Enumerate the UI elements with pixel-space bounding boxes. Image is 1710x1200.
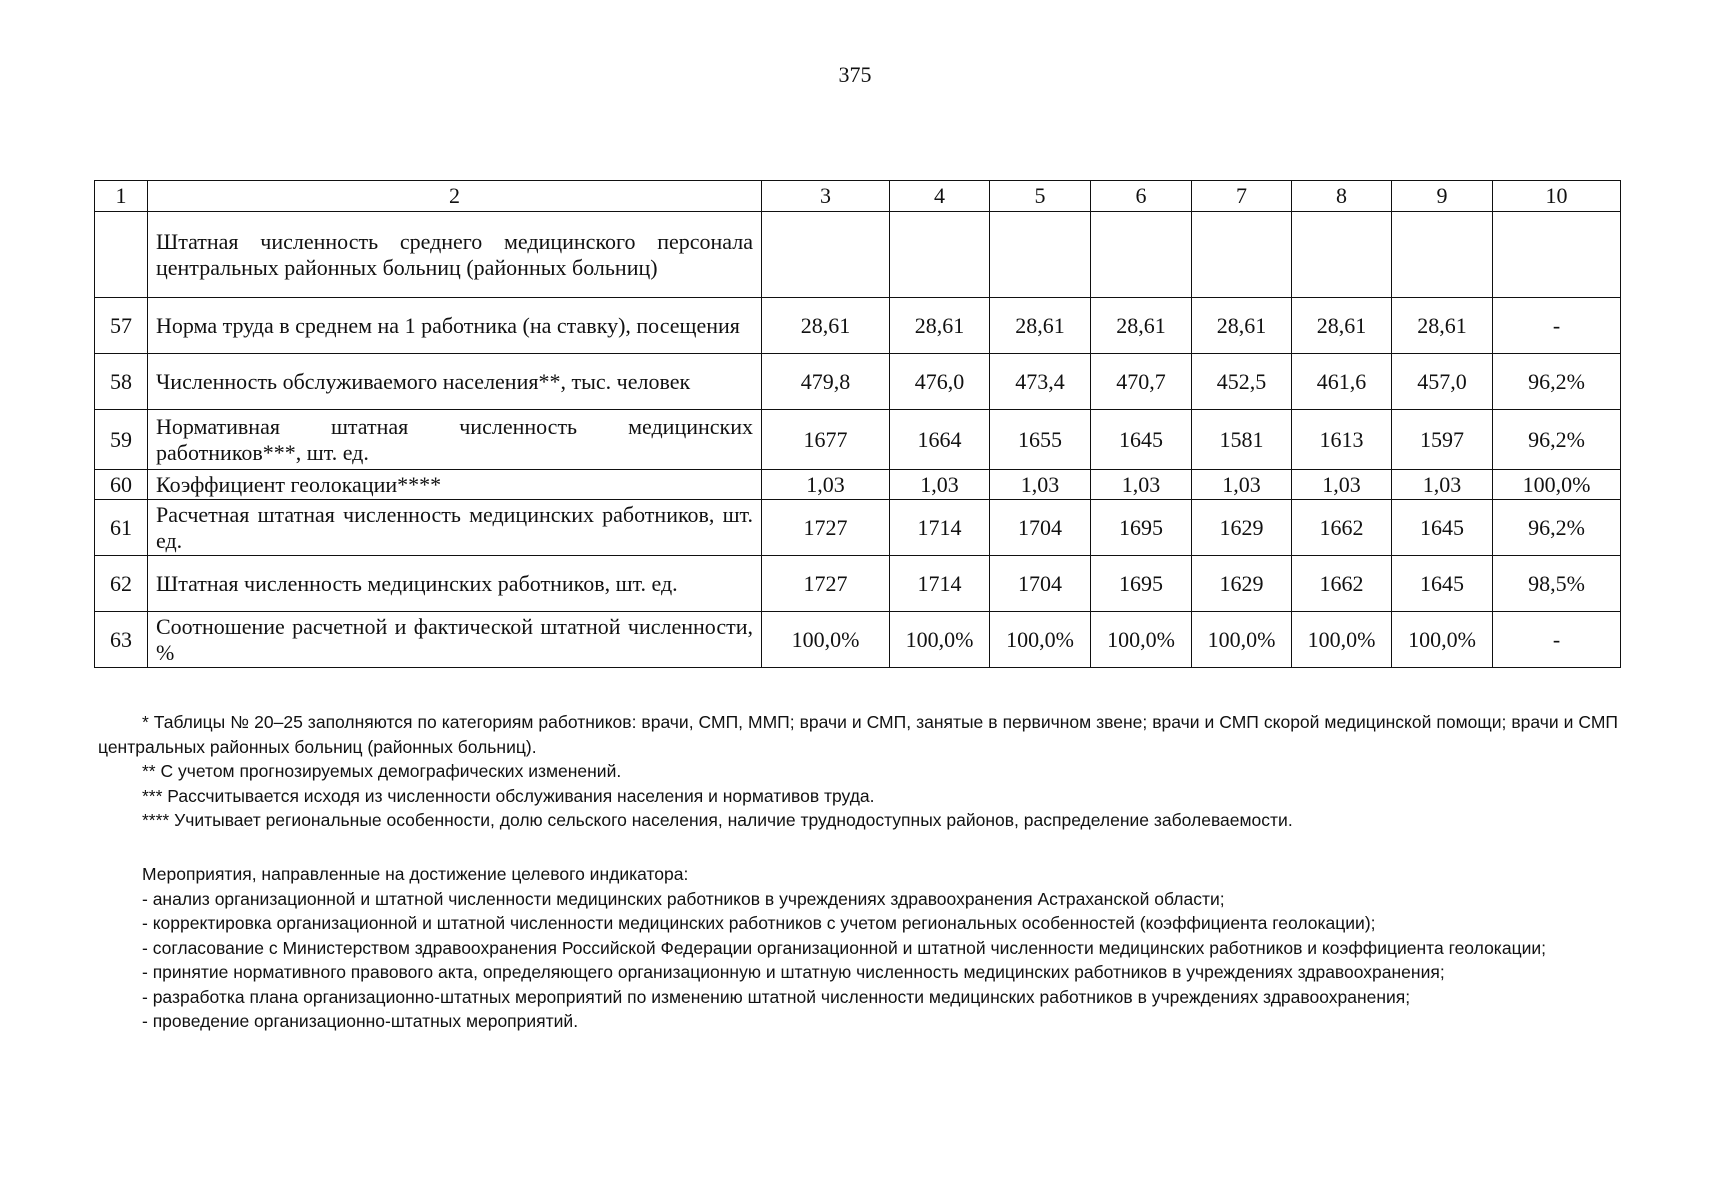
row-description: Расчетная штатная численность медицинских работников, шт. ед. bbox=[148, 500, 762, 556]
row-description: Штатная численность медицинских работников, шт. ед. bbox=[148, 556, 762, 612]
value-cell: 1714 bbox=[890, 556, 990, 612]
row-number: 62 bbox=[95, 556, 148, 612]
value-cell: 1714 bbox=[890, 500, 990, 556]
row-description: Коэффициент геолокации**** bbox=[148, 470, 762, 500]
value-cell: 28,61 bbox=[1192, 298, 1292, 354]
value-cell: 1,03 bbox=[990, 470, 1091, 500]
value-cell: 1704 bbox=[990, 556, 1091, 612]
value-cell bbox=[890, 212, 990, 298]
value-cell: 28,61 bbox=[890, 298, 990, 354]
value-cell: 28,61 bbox=[762, 298, 890, 354]
column-header: 9 bbox=[1392, 181, 1493, 212]
value-cell: 457,0 bbox=[1392, 354, 1493, 410]
measure-item: - анализ организационной и штатной численности медицинских работников в учреждениях здравоохранения Астраханской области; bbox=[142, 888, 1225, 909]
data-table bbox=[94, 180, 1621, 668]
value-cell: 470,7 bbox=[1091, 354, 1192, 410]
row-number: 61 bbox=[95, 500, 148, 556]
column-header: 6 bbox=[1091, 181, 1192, 212]
measures-section bbox=[98, 862, 1618, 1034]
table-row bbox=[95, 354, 1621, 410]
value-cell: 100,0% bbox=[1292, 612, 1392, 668]
value-cell: 1645 bbox=[1392, 500, 1493, 556]
value-cell: 473,4 bbox=[990, 354, 1091, 410]
value-cell: 1629 bbox=[1192, 500, 1292, 556]
value-cell: 1,03 bbox=[1091, 470, 1192, 500]
measures-title: Мероприятия, направленные на достижение целевого индикатора: bbox=[142, 864, 689, 884]
value-cell: 96,2% bbox=[1493, 410, 1621, 470]
value-cell: 1,03 bbox=[1292, 470, 1392, 500]
row-number bbox=[95, 212, 148, 298]
table-row bbox=[95, 556, 1621, 612]
measure-item: - разработка плана организационно-штатных мероприятий по изменению штатной численности медицинских работников в учреждениях здравоохранения; bbox=[142, 986, 1411, 1007]
table-row bbox=[95, 470, 1621, 500]
value-cell: 1629 bbox=[1192, 556, 1292, 612]
value-cell: 479,8 bbox=[762, 354, 890, 410]
value-cell: 1655 bbox=[990, 410, 1091, 470]
footnote: * Таблицы № 20–25 заполняются по категориям работников: врачи, СМП, ММП; врачи и СМП, занятые в первичном звене; врачи и СМП скорой медицинской помощи; врачи и СМП центральных районных больниц (районных больниц). bbox=[98, 712, 1618, 757]
row-number: 57 bbox=[95, 298, 148, 354]
row-number: 58 bbox=[95, 354, 148, 410]
value-cell: 1662 bbox=[1292, 556, 1392, 612]
value-cell: 28,61 bbox=[1091, 298, 1192, 354]
value-cell: 1613 bbox=[1292, 410, 1392, 470]
row-description: Соотношение расчетной и фактической штатной численности, % bbox=[148, 612, 762, 668]
footnotes bbox=[98, 710, 1618, 833]
value-cell: 28,61 bbox=[1392, 298, 1493, 354]
value-cell: 100,0% bbox=[762, 612, 890, 668]
column-header: 1 bbox=[95, 181, 148, 212]
value-cell: 100,0% bbox=[1493, 470, 1621, 500]
value-cell: 1695 bbox=[1091, 556, 1192, 612]
column-header: 10 bbox=[1493, 181, 1621, 212]
footnote: ** С учетом прогнозируемых демографических изменений. bbox=[142, 761, 622, 781]
value-cell: 98,5% bbox=[1493, 556, 1621, 612]
value-cell bbox=[1392, 212, 1493, 298]
value-cell bbox=[1091, 212, 1192, 298]
footnote: **** Учитывает региональные особенности, долю сельского населения, наличие труднодоступных районов, распределение заболеваемости. bbox=[142, 810, 1293, 830]
value-cell: 1645 bbox=[1392, 556, 1493, 612]
value-cell: 28,61 bbox=[990, 298, 1091, 354]
row-number: 63 bbox=[95, 612, 148, 668]
column-header: 3 bbox=[762, 181, 890, 212]
value-cell: 96,2% bbox=[1493, 354, 1621, 410]
value-cell: 1695 bbox=[1091, 500, 1192, 556]
column-header: 2 bbox=[148, 181, 762, 212]
value-cell: 461,6 bbox=[1292, 354, 1392, 410]
value-cell: 476,0 bbox=[890, 354, 990, 410]
footnote: *** Рассчитывается исходя из численности обслуживания населения и нормативов труда. bbox=[142, 785, 875, 806]
measure-item: - корректировка организационной и штатной численности медицинских работников с учетом региональных особенностей (коэффициента геолокации); bbox=[142, 913, 1376, 933]
value-cell: 1664 bbox=[890, 410, 990, 470]
value-cell: 100,0% bbox=[890, 612, 990, 668]
value-cell: 1,03 bbox=[762, 470, 890, 500]
value-cell: 100,0% bbox=[1192, 612, 1292, 668]
value-cell: 100,0% bbox=[990, 612, 1091, 668]
value-cell: 100,0% bbox=[1091, 612, 1192, 668]
value-cell: 96,2% bbox=[1493, 500, 1621, 556]
value-cell: 1645 bbox=[1091, 410, 1192, 470]
value-cell bbox=[762, 212, 890, 298]
row-description: Норма труда в среднем на 1 работника (на ставку), посещения bbox=[148, 298, 762, 354]
value-cell: 1704 bbox=[990, 500, 1091, 556]
column-header: 7 bbox=[1192, 181, 1292, 212]
value-cell: 100,0% bbox=[1392, 612, 1493, 668]
row-number: 59 bbox=[95, 410, 148, 470]
value-cell: 1677 bbox=[762, 410, 890, 470]
column-header: 4 bbox=[890, 181, 990, 212]
value-cell bbox=[1292, 212, 1392, 298]
value-cell: - bbox=[1493, 612, 1621, 668]
value-cell: 1662 bbox=[1292, 500, 1392, 556]
page-number: 375 bbox=[838, 62, 872, 87]
row-description: Нормативная штатная численность медицинских работников***, шт. ед. bbox=[148, 410, 762, 470]
value-cell: 1,03 bbox=[1192, 470, 1292, 500]
table-row bbox=[95, 612, 1621, 668]
table-row bbox=[95, 500, 1621, 556]
value-cell: 28,61 bbox=[1292, 298, 1392, 354]
value-cell: 452,5 bbox=[1192, 354, 1292, 410]
value-cell: 1727 bbox=[762, 556, 890, 612]
row-number: 60 bbox=[95, 470, 148, 500]
table-row bbox=[95, 410, 1621, 470]
row-description: Штатная численность среднего медицинского персонала центральных районных больниц (районных больниц) bbox=[148, 212, 762, 298]
table-row bbox=[95, 298, 1621, 354]
value-cell: 1,03 bbox=[1392, 470, 1493, 500]
measure-item: - проведение организационно-штатных мероприятий. bbox=[142, 1011, 579, 1031]
value-cell: 1,03 bbox=[890, 470, 990, 500]
value-cell bbox=[1493, 212, 1621, 298]
column-header: 5 bbox=[990, 181, 1091, 212]
measure-item: - согласование с Министерством здравоохранения Российской Федерации организационной и штатной численности медицинских работников и коэффициента геолокации; bbox=[142, 937, 1547, 958]
column-header: 8 bbox=[1292, 181, 1392, 212]
value-cell: 1597 bbox=[1392, 410, 1493, 470]
row-description: Численность обслуживаемого населения**, тыс. человек bbox=[148, 354, 762, 410]
value-cell: 1581 bbox=[1192, 410, 1292, 470]
table-body bbox=[95, 212, 1621, 668]
value-cell: 1727 bbox=[762, 500, 890, 556]
value-cell bbox=[990, 212, 1091, 298]
table-row bbox=[95, 212, 1621, 298]
value-cell: - bbox=[1493, 298, 1621, 354]
measure-item: - принятие нормативного правового акта, определяющего организационную и штатную численность медицинских работников в учреждениях здравоохранения; bbox=[142, 962, 1445, 982]
value-cell bbox=[1192, 212, 1292, 298]
table-header-row bbox=[95, 181, 1621, 212]
